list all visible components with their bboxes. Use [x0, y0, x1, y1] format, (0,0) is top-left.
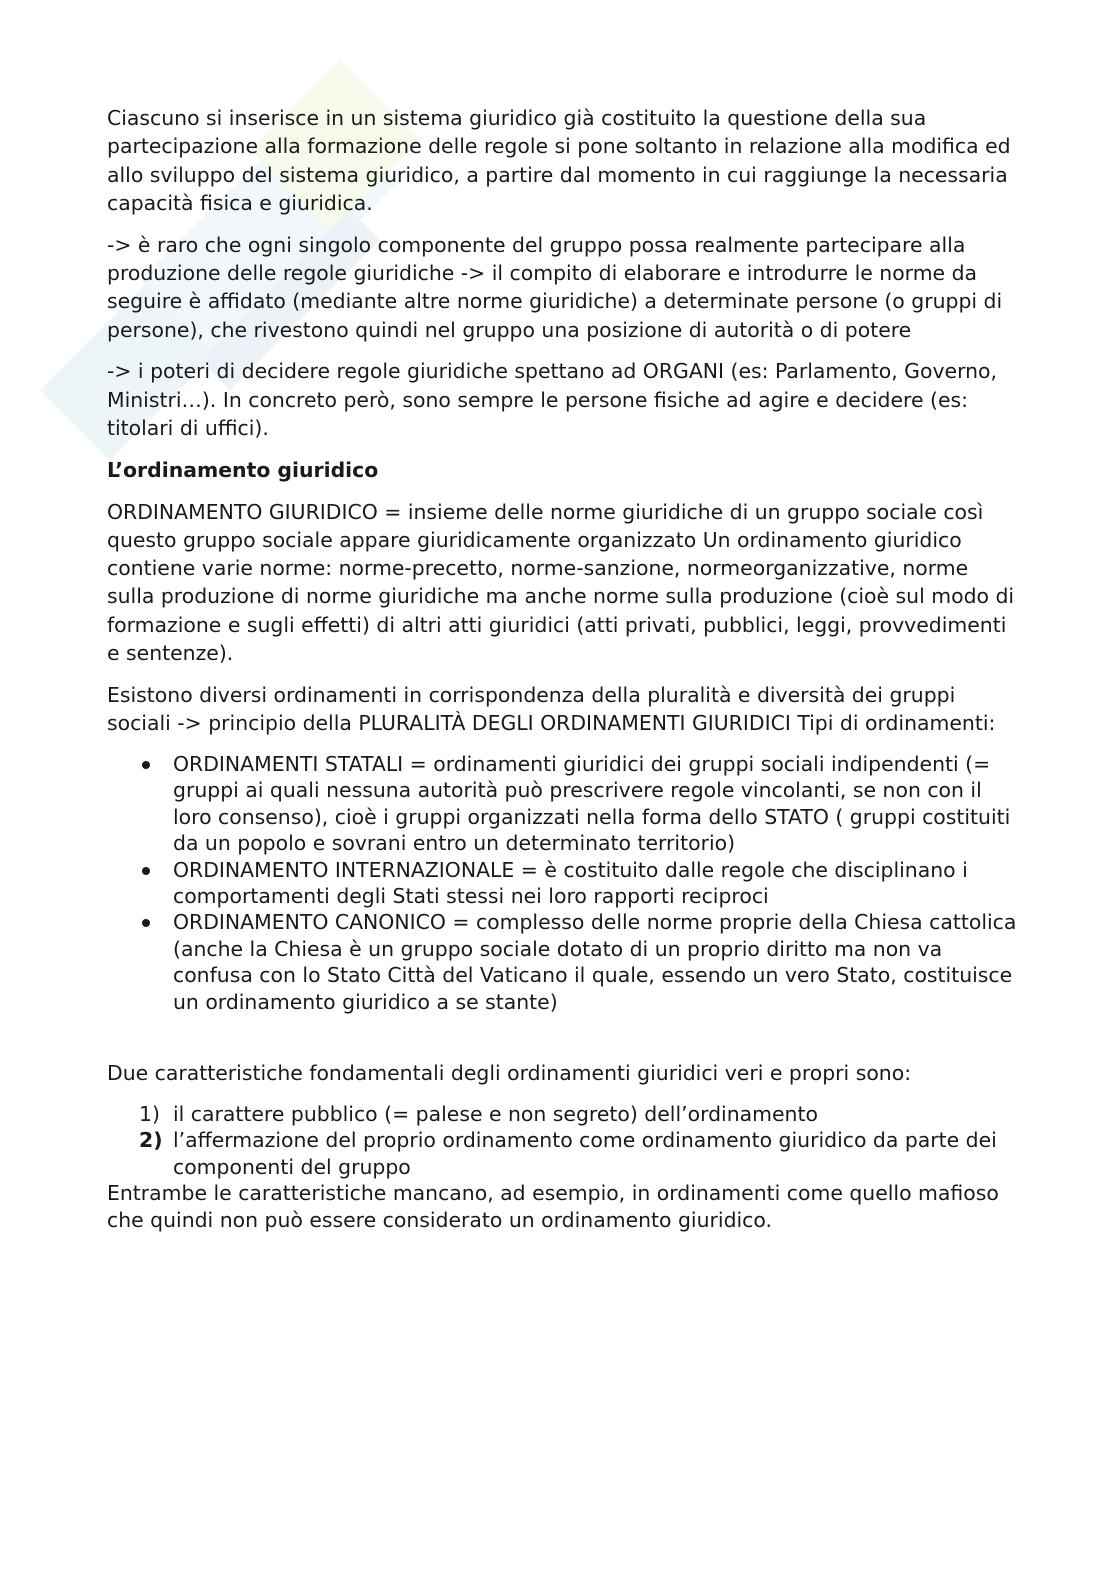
numbered-item	[139, 1101, 1017, 1127]
paragraph-4: ORDINAMENTO GIURIDICO = insieme delle norme giuridiche di un gruppo sociale così questo gruppo sociale appare giuridicamente organizzato Un ordinamento giuridico contiene varie norme: norme-precetto, norme-sanzione, normeorganizzative, norme sulla produzione di norme giuridiche ma anche norme sulla produzione (cioè sul modo di formazione e sugli effetti) di altri atti giuridici (atti privati, pubblici, leggi, provvedimenti e sentenze).	[107, 499, 1015, 666]
item-number: 1)	[139, 1101, 160, 1126]
paragraph-1: Ciascuno si inserisce in un sistema giuridico già costituito la questione della sua partecipazione alla formazione delle regole si pone soltanto in relazione alla modifica ed allo sviluppo del sistema giuridico, a partire dal momento in cui raggiunge la necessaria capacità fisica e giuridica.	[107, 106, 1011, 215]
bullet-list	[107, 751, 1017, 1015]
paragraph-7: Entrambe le caratteristiche mancano, ad esempio, in ordinamenti come quello mafioso che quindi non può essere considerato un ordinamento giuridico.	[107, 1181, 999, 1233]
bullet-item: ORDINAMENTO INTERNAZIONALE = è costituito dalle regole che disciplinano i comportamenti degli Stati stessi nei loro rapporti reciproci	[173, 857, 1017, 910]
numbered-list	[107, 1101, 1017, 1180]
paragraph-5: Esistono diversi ordinamenti in corrispondenza della pluralità e diversità dei gruppi sociali -> principio della PLURALITÀ DEGLI ORDINAMENTI GIURIDICI Tipi di ordinamenti:	[107, 682, 996, 736]
item-text: l’affermazione del proprio ordinamento come ordinamento giuridico da parte dei componenti del gruppo	[173, 1128, 997, 1179]
numbered-item	[139, 1127, 1017, 1180]
section-heading: L’ordinamento giuridico	[107, 457, 379, 482]
paragraph-6: Due caratteristiche fondamentali degli ordinamenti giuridici veri e propri sono:	[107, 1061, 912, 1085]
item-number: 2)	[139, 1128, 163, 1153]
document-body	[107, 104, 1017, 1248]
spacer	[107, 1015, 1017, 1059]
paragraph-3: -> i poteri di decidere regole giuridiche spettano ad ORGANI (es: Parlamento, Governo, Ministri…). In concreto però, sono sempre le persone fisiche ad agire e decidere (es: titolari di uffici).	[107, 359, 997, 440]
item-text: il carattere pubblico (= palese e non segreto) dell’ordinamento	[173, 1101, 818, 1126]
bullet-item: ORDINAMENTO CANONICO = complesso delle norme proprie della Chiesa cattolica (anche la Chiesa è un gruppo sociale dotato di un proprio diritto ma non va confusa con lo Stato Città del Vaticano il quale, essendo un vero Stato, costituisce un ordinamento giuridico a se stante)	[173, 910, 1017, 1014]
bullet-item: ORDINAMENTI STATALI = ordinamenti giuridici dei gruppi sociali indipendenti (= gruppi ai quali nessuna autorità può prescrivere regole vincolanti, se non con il loro consenso), cioè i gruppi organizzati nella forma dello STATO ( gruppi costituiti da un popolo e sovrani entro un determinato territorio)	[173, 751, 1017, 857]
paragraph-2: -> è raro che ogni singolo componente del gruppo possa realmente partecipare alla produzione delle regole giuridiche -> il compito di elaborare e introdurre le norme da seguire è affidato (mediante altre norme giuridiche) a determinate persone (o gruppi di persone), che rivestono quindi nel gruppo una posizione di autorità o di potere	[107, 232, 1003, 342]
